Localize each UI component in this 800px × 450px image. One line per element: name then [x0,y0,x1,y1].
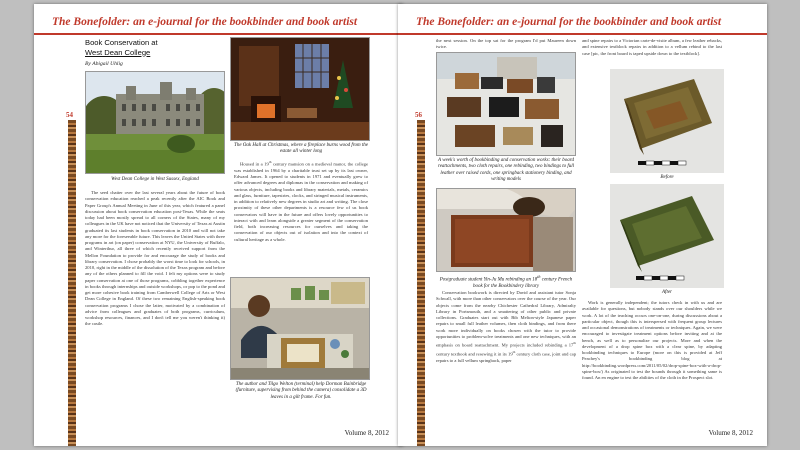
article-title [85,38,158,57]
after-image [610,184,724,288]
studio-caption: The author and Tilgo Welton (terminal) help Dorman Bainbridge (furniture, supervising from behind the camera) consolidate a 3D leaves in a gilt frame. For fun. [235,382,367,400]
byline: By Abigail Uhlig [85,61,123,67]
right-page [398,4,767,446]
college-caption: West Dean College in West Sussex, England [111,177,199,182]
oak-hall-caption: The Oak Hall at Christmas, where a fireplace burns wood from the estate all winter long [234,143,368,155]
rebinding-image [437,189,576,272]
college-photo [85,71,225,174]
studio-photo [230,277,370,380]
page-number: 54 [66,111,73,119]
article-title-line1: Book Conservation at [85,38,158,47]
header-rule [398,33,767,35]
workbench-image [437,53,576,156]
journal-title: The Bonefolder: an e-journal for the bookbinder and book artist [52,16,358,28]
column-2-paragraph: Housed in a 19th century mansion on a medieval manor, the college was established in 1964 by a charitable trust set up by its last owner, Edward James. It opened to students in 1971 and eventually grew to offer advanced degrees and diplomas in the conservation and making of various objects, including books and library materials, metals, ceramics and glass, furniture, tapestries, clocks, and stringed musical instruments, in addition to relatively new degrees in studio art and writing. The close proximity of these other departments is a resource few of us book conservators will have in the future and offers lovely opportunities to interact with and learn alongside a greater segment of the conservation field, both increasing resources for ourselves and taking the conservation of our objects out of isolation and into the context of cultural heritage as a whole. [234,160,369,242]
after-caption: After [662,290,672,295]
decorative-strip [68,120,76,446]
journal-title: The Bonefolder: an e-journal for the bookbinder and book artist [416,16,722,28]
oak-hall-image [231,38,370,141]
decorative-strip [417,120,425,446]
header-rule [34,33,403,35]
column-1-bottom-text [436,290,576,410]
workbench-caption: A week's worth of bookbinding and conservation works: their board reattachments, two cloth repairs, one rebinding, two bindings to full leather over raised cords, one springback stationery binding, and writing models [437,158,575,182]
article-column-1 [85,190,225,402]
college-image [86,72,225,174]
left-page [34,4,403,446]
page-number: 56 [415,111,422,119]
footer-volume: Volume 8, 2012 [344,429,389,437]
article-title-line2: West Dean College [85,47,151,57]
footer-volume: Volume 8, 2012 [708,429,753,437]
column-1-top-text [436,38,576,52]
column-1-paragraph: The seed chatter over the last several years about the future of book conservation education reached a peak recently after the AIC Book and Paper Group's Annual Meeting in June of this year, which featured a panel discussion about book conservation education post-Texas. While the seats today had been mostly spread to all corners of the States, many of my colleagues in the UK have not noticed that the University of Texas at Austin graduated its last students in book conservation in 2010 and will not take any more for the foreseeable future. This leaves the United States with three programs in art (on paper) conservation at NYU, the University of Buffalo, and Winterthur, all three of which recently received support from the Mellon Foundation to provide for and encourage the study of books and library conservation. I chose probably the worst time to look for schools, in 2010, right in the middle of the dissolution of the Texas program and before any of the others planned to fill the void. I felt my options were to study paper conservation at one of those programs, cobbling together experience in books through internships and outside workshops, or pop to the pond and get more cohesive book training from Camberwell College of Arts or West Dean College in England. Of these two remaining English-speaking book conservation programs I chose the latter, motivated by a combination of advice from colleagues and graduates of both programs, curriculum, workshop resources, finances, and I don't tell me you weren't thinking it) the castle. [85,190,225,327]
col1-bottom-paragraph: Conservation bookwork is directed by David and assistant tutor Sonja Schwall, with more than other conservators over the course of the year. Our objects come from the nearby Chichester Cathedral Library, Admiralty Library in Portsmouth, and a smattering of other public and private collections. Graduates start out with Bib Melton-style Japanese paper repairs to small full leather volumes, then cloth bindings, and from there work more individually on books chosen with the tutor to provide opportunities to problem-solve treatments and one new techniques, with an emphasis on board reattachment. My projects included rebinding a 17th century textbook and resewing it in its 19th century cloth case, joint and cap repairs to a full vellum springback, paper [436,290,576,363]
before-caption: Before [660,175,674,180]
column-2-bottom-text [582,300,722,420]
before-image [610,69,724,173]
after-photo [610,184,724,288]
rebinding-photo [436,188,576,272]
column-2-top-text [582,38,722,68]
workbench-photo [436,52,576,156]
before-photo [610,69,724,173]
oak-hall-photo [230,37,370,141]
rebinding-caption: Postgraduate student Yin-Ju Mu rebinding an 18th century French book for the Bookbindery library [439,274,573,289]
col2-bottom-paragraph: Work is generally independent; the tutors check in with us and are available for questions, but nobody stands over our shoulders while we work. A lot of the teaching occurs one-on-one, during discussions about a particular object, though this is interspersed with frequent group lectures and occasional demonstrations of treatments or techniques. Again, we were encouraged to investigate treatment options before inviting and at the bench, as well as to personalize our projects. More and when the development of a drop spine box with a clear spine, by adapting bookbinding techniques to Europe (more on this is provided at Jeff Peachey's bookbinding blog at http://bookbinding.wordpress.com/2011/05/02/drop-spine-box-with-a-drop-spine-box/) As originated to test the bounds through it something same is found. An en engine to test the abilities of the cloth in the Prospect slot. [582,300,722,380]
col2-top-paragraph: and spine repairs to a Victorian carte-de-visite album, a few leather rebacks, and extensive textblock repairs in addition to a vellum rebind to the last case [pic, the front board is taped upside down to the textblock]. [582,38,722,56]
article-column-2 [234,159,368,265]
col1-top-paragraph: the next session. On the top sat for the program I'd put Maureen down twice. [436,38,576,50]
studio-image [231,278,370,380]
